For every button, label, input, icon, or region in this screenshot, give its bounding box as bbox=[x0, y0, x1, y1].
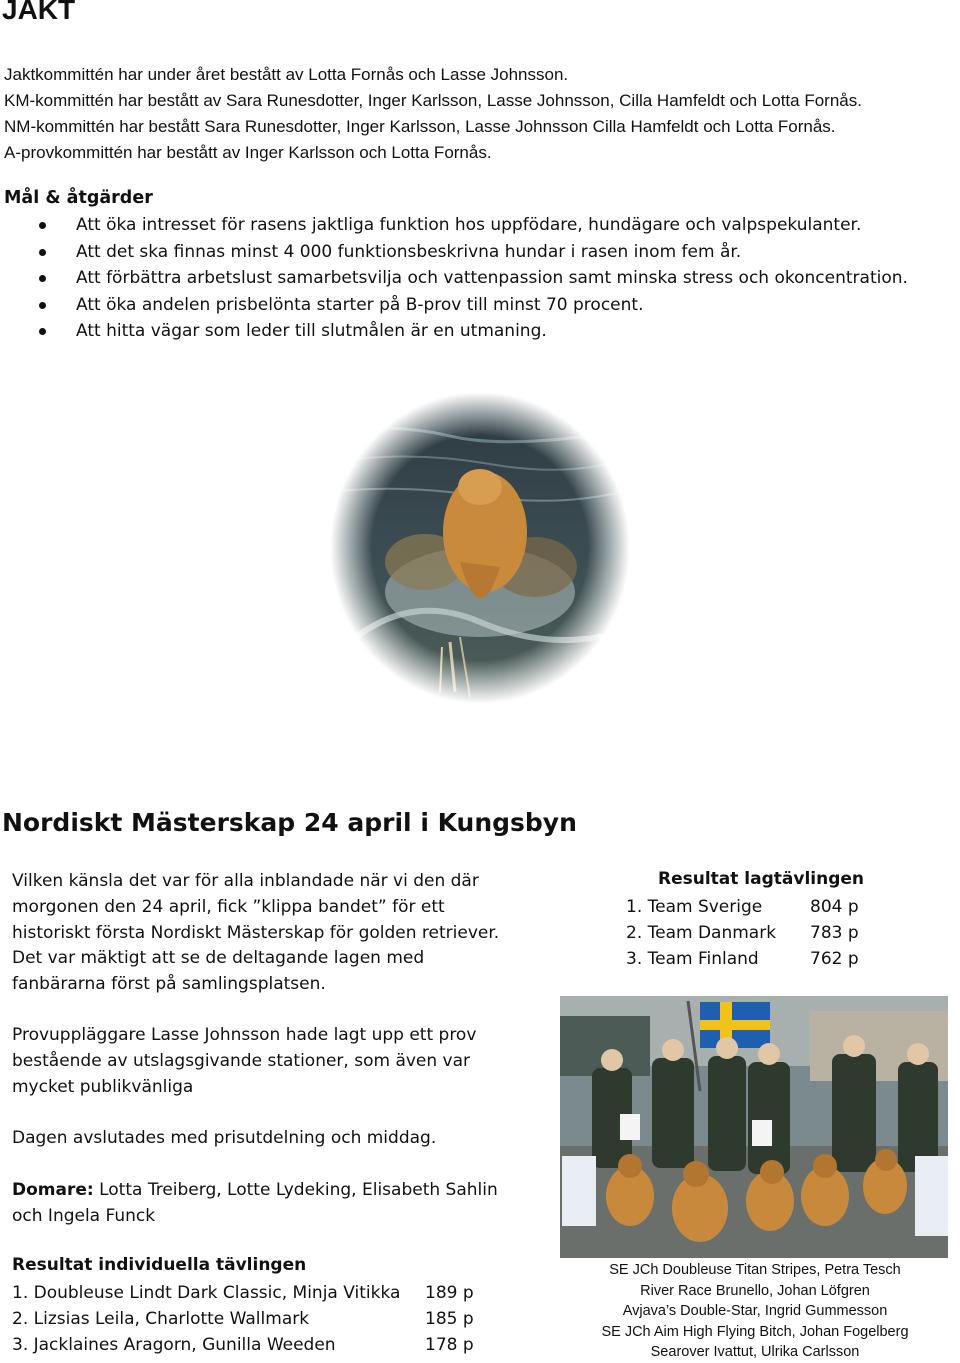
individual-results-heading: Resultat individuella tävlingen bbox=[12, 1255, 307, 1275]
goal-item: Att öka intresset för rasens jaktliga funktion hos uppfödare, hundägare och valpspekulanter. bbox=[0, 212, 908, 239]
goals-heading: Mål & åtgärder bbox=[4, 188, 153, 208]
intro-line: NM-kommittén har bestått Sara Runesdotter, Inger Karlsson, Lasse Johnsson Cilla Hamfeldt och Lotta Fornås. bbox=[4, 117, 836, 136]
judges: Domare: Lotta Treiberg, Lotte Lydeking, Elisabeth Sahlin och Ingela Funck bbox=[12, 1180, 498, 1226]
team-results-heading: Resultat lagtävlingen bbox=[658, 869, 865, 889]
photo-caption: SE JCh Doubleuse Titan Stripes, Petra Tesch River Race Brunello, Johan Löfgren Avjava’s Double-Star, Ingrid Gummesson SE JCh Aim High Flying Bitch, Johan Fogelberg Searover Ivattut, Ulrika Carlsson bbox=[601, 1262, 909, 1360]
nm-paragraph-organizer: Provuppläggare Lasse Johnsson hade lagt upp ett prov bestående av utslagsgivande stationer, som även var mycket publikvänliga bbox=[12, 1025, 477, 1097]
committee-intro bbox=[4, 62, 862, 166]
goal-item: Att förbättra arbetslust samarbetsvilja och vattenpassion samt minska stress och okoncentration. bbox=[0, 265, 908, 292]
nm-paragraph-intro: Vilken känsla det var för alla inblandade när vi den där morgonen den 24 april, fick ”klippa bandet” för ett historiskt första Nordiskt Mästerskap för golden retriever. Det var mäktigt att se de deltagande lagen med fanbärarna först på samlingsplatsen. bbox=[12, 871, 500, 995]
swimming-dog-photo bbox=[330, 392, 630, 704]
page-title: JAKT bbox=[2, 0, 76, 25]
nm-heading: Nordiskt Mästerskap 24 april i Kungsbyn bbox=[2, 808, 577, 837]
goal-item: Att öka andelen prisbelönta starter på B-prov till minst 70 procent. bbox=[0, 292, 908, 319]
team-row: 3. Team Finland 762 p bbox=[626, 948, 859, 969]
team-row: 1. Team Sverige 804 p bbox=[626, 897, 859, 917]
result-row: 3. Jacklaines Aragorn, Gunilla Weeden 178 p bbox=[12, 1334, 474, 1355]
goals-list bbox=[0, 212, 908, 345]
intro-line: KM-kommittén har bestått av Sara Runesdotter, Inger Karlsson, Lasse Johnsson, Cilla Hamfeldt och Lotta Fornås. bbox=[4, 91, 862, 110]
bullet-icon bbox=[39, 302, 46, 309]
team-results bbox=[626, 895, 866, 972]
result-row: 1. Doubleuse Lindt Dark Classic, Minja Vitikka 189 p bbox=[12, 1283, 474, 1303]
judges-names: Lotta Treiberg, Lotte Lydeking, Elisabeth Sahlin bbox=[93, 1180, 498, 1200]
team-row: 2. Team Danmark 783 p bbox=[626, 922, 859, 943]
bullet-icon bbox=[39, 328, 46, 335]
intro-line: A-provkommittén har bestått av Inger Karlsson och Lotta Fornås. bbox=[4, 143, 492, 162]
team-photo bbox=[560, 996, 948, 1258]
result-row: 2. Lizsias Leila, Charlotte Wallmark 185 p bbox=[12, 1308, 474, 1329]
judges-label: Domare: bbox=[12, 1180, 94, 1200]
bullet-icon bbox=[39, 222, 46, 229]
bullet-icon bbox=[39, 275, 46, 282]
goal-item: Att hitta vägar som leder till slutmålen är en utmaning. bbox=[0, 318, 908, 345]
individual-results bbox=[12, 1281, 482, 1358]
goal-item: Att det ska finnas minst 4 000 funktionsbeskrivna hundar i rasen inom fem år. bbox=[0, 239, 908, 266]
bullet-icon bbox=[39, 249, 46, 256]
intro-line: Jaktkommittén har under året bestått av Lotta Fornås och Lasse Johnsson. bbox=[4, 65, 569, 84]
nm-paragraph-ending: Dagen avslutades med prisutdelning och middag. bbox=[12, 1128, 437, 1148]
